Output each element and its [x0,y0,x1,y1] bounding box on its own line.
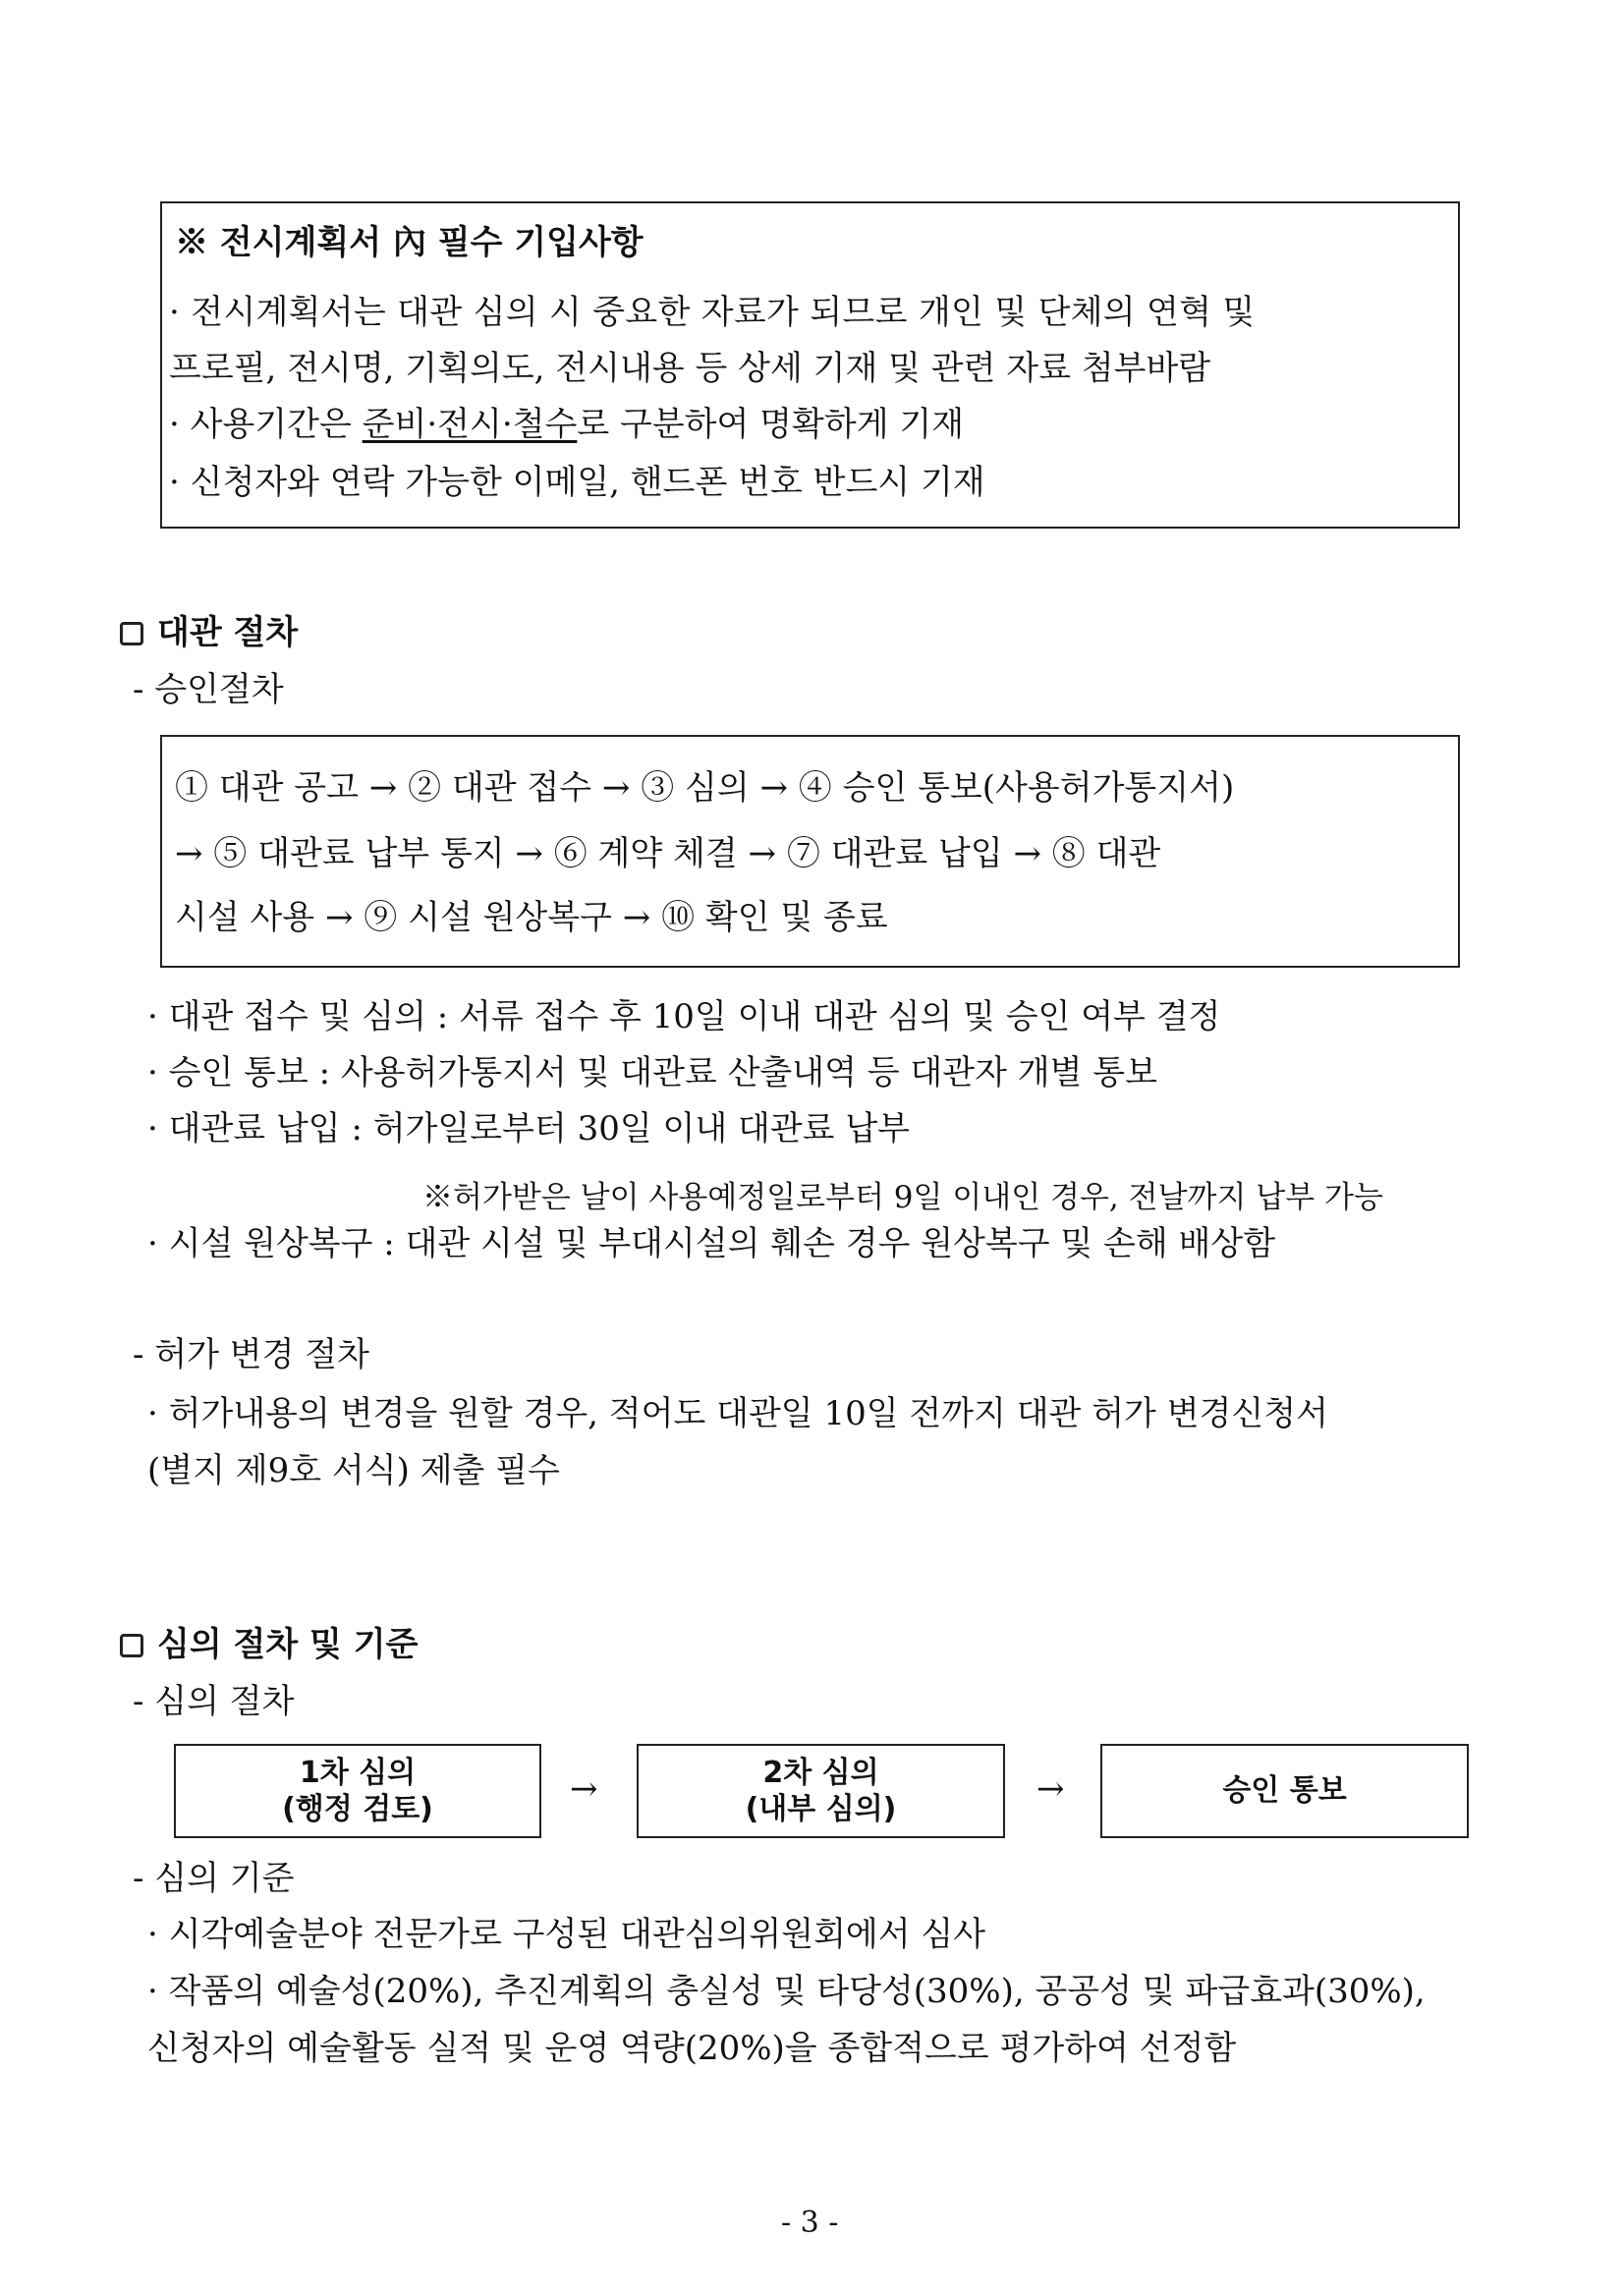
square-bullet-icon [120,622,143,645]
rental-bullet: · 대관료 납입 : 허가일로부터 30일 이내 대관료 납부 [147,1109,911,1148]
flow-arrow-icon: → [570,1769,598,1809]
notice-item: 프로필, 전시명, 기획의도, 전시내용 등 상세 기재 및 관련 자료 첨부바람 [169,349,1211,388]
review-step-title: 승인 통보 [1222,1773,1347,1809]
sub-heading-criteria: - 심의 기준 [133,1859,295,1898]
approval-flow-line: 시설 사용 → ⑨ 시설 원상복구 → ⑩ 확인 및 종료 [175,898,888,937]
approval-flow-line: ① 대관 공고 → ② 대관 접수 → ③ 심의 → ④ 승인 통보(사용허가통지서) [175,768,1235,808]
review-step-title: 1차 심의 [299,1755,417,1790]
review-step-subtitle: (행정 검토) [282,1792,433,1826]
square-bullet-icon [120,1634,143,1657]
sub-heading-approval: - 승인절차 [133,670,284,709]
notice-item: · 전시계획서는 대관 심의 시 중요한 자료가 되므로 개인 및 단체의 연혁 및 [169,293,1256,332]
rental-restore: · 시설 원상복구 : 대관 시설 및 부대시설의 훼손 경우 원상복구 및 손해 배상함 [147,1224,1276,1263]
page-number: - 3 - [781,2206,839,2240]
notice-period [169,405,965,444]
notice-contact: · 신청자와 연락 가능한 이메일, 핸드폰 번호 반드시 기재 [169,463,985,502]
section-heading-review: 심의 절차 및 기준 [120,1628,418,1661]
review-step-title: 2차 심의 [762,1755,879,1790]
rental-bullet: · 대관 접수 및 심의 : 서류 접수 후 10일 이내 대관 심의 및 승인 여부 결정 [147,997,1221,1036]
notice-period-underlined: 준비·전시·철수 [362,405,578,444]
rental-bullet: · 승인 통보 : 사용허가통지서 및 대관료 산출내역 등 대관자 개별 통보 [147,1053,1157,1092]
flow-arrow-icon: → [1036,1769,1065,1809]
review-step-3 [1100,1744,1469,1838]
sub-heading-procedure: - 심의 절차 [133,1682,295,1721]
criteria-line: 신청자의 예술활동 실적 및 운영 역량(20%)을 종합적으로 평가하여 선정함 [147,2029,1237,2068]
criteria-line: · 작품의 예술성(20%), 추진계획의 충실성 및 타당성(30%), 공공성 및 파급효과(30%), [147,1972,1426,2011]
notice-title: ※ 전시계획서 內 필수 기입사항 [175,223,644,262]
sub-heading-change: - 허가 변경 절차 [133,1335,369,1374]
approval-flow-line: → ⑤ 대관료 납부 통지 → ⑥ 계약 체결 → ⑦ 대관료 납입 → ⑧ 대관 [175,834,1161,873]
change-line: · 허가내용의 변경을 원할 경우, 적어도 대관일 10일 전까지 대관 허가 변경신청서 [147,1394,1328,1433]
review-step-1 [174,1744,541,1838]
change-line: (별지 제9호 서식) 제출 필수 [147,1451,560,1490]
section-heading-rental: 대관 절차 [120,616,298,649]
notice-period-prefix: · 사용기간은 [169,405,363,444]
review-step-2 [637,1744,1005,1838]
review-step-subtitle: (내부 심의) [745,1792,897,1826]
notice-period-suffix: 로 구분하여 명확하게 기재 [577,405,965,444]
payment-note: ※허가받은 날이 사용예정일로부터 9일 이내인 경우, 전날까지 납부 가능 [422,1180,1383,1215]
criteria-line: · 시각예술분야 전문가로 구성된 대관심의위원회에서 심사 [147,1915,986,1954]
